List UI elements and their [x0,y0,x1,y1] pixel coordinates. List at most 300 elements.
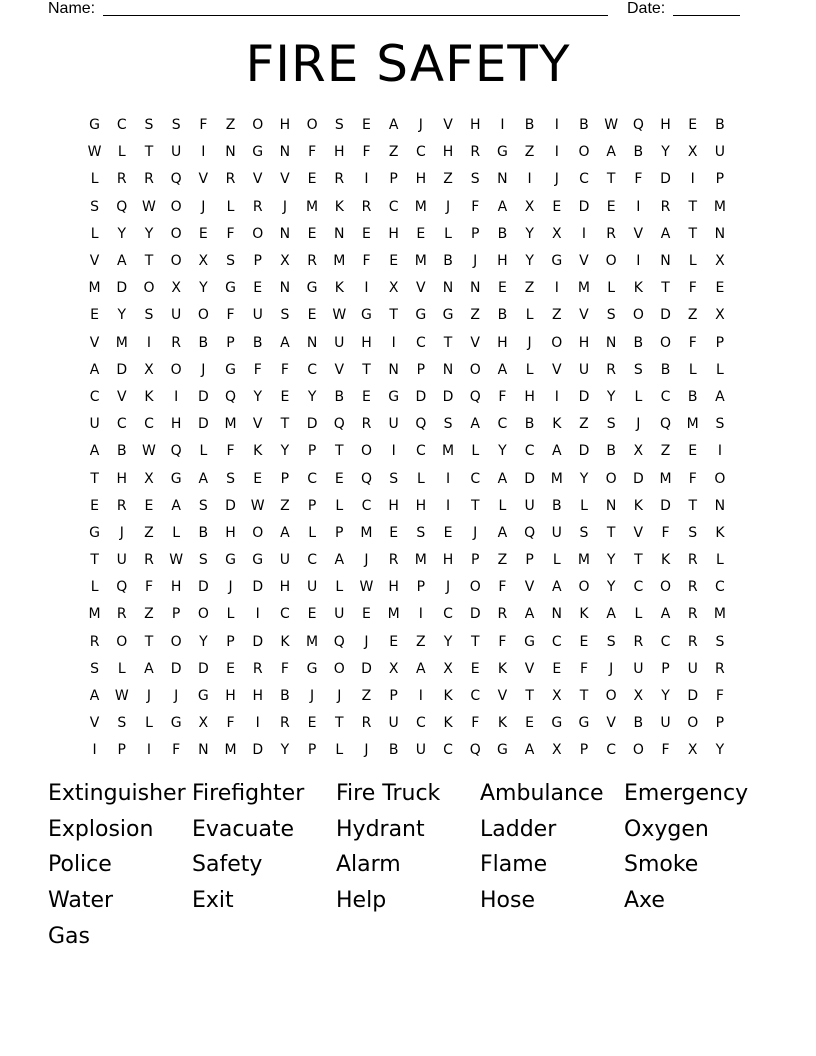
grid-letter: I [255,606,260,623]
grid-letter: B [443,253,453,270]
grid-letter: S [144,307,154,324]
grid-letter: F [362,253,371,270]
grid-letter: M [88,280,101,297]
grid-letter: P [416,579,426,596]
grid-letter: A [497,361,508,378]
grid-letter: V [551,361,562,378]
grid-letter: S [117,715,127,732]
grid-letter: X [443,660,453,677]
grid-letter: N [388,361,399,378]
grid-letter: P [715,715,725,732]
grid-letter: D [632,470,644,487]
grid-letter: S [715,633,725,650]
grid-letter: Y [606,579,616,596]
grid-letter: L [90,579,99,596]
grid-letter: T [280,416,290,433]
grid-letter: F [661,524,670,541]
grid-letter: R [388,552,399,569]
grid-letter: J [282,198,287,215]
grid-letter: G [225,361,236,378]
grid-letter: X [633,688,644,705]
grid-letter: E [470,660,480,677]
grid-row [81,411,741,438]
grid-letter: E [552,198,562,215]
grid-letter: E [307,307,317,324]
grid-letter: G [306,660,318,677]
grid-letter: R [606,361,617,378]
grid-letter: R [361,715,372,732]
grid-letter: N [714,497,726,514]
grid-letter: X [551,688,562,705]
grid-letter: Y [199,280,208,297]
grid-letter: E [362,225,371,242]
grid-letter: I [174,388,179,405]
grid-letter: F [661,742,670,759]
grid-letter: O [170,198,182,215]
grid-letter: E [307,606,317,623]
grid-letter: U [578,361,590,378]
grid-letter: J [201,361,206,378]
grid-row [81,384,741,411]
grid-letter: I [418,606,423,623]
grid-letter: O [143,280,155,297]
grid-letter: F [199,117,208,134]
grid-letter: E [90,307,100,324]
grid-letter: H [388,225,399,242]
grid-letter: L [308,524,316,541]
grid-letter: T [606,171,616,188]
grid-letter: J [228,579,233,596]
grid-letter: O [714,470,726,487]
grid-letter: P [525,552,534,569]
word-bank-item: Smoke [624,852,699,878]
grid-letter: X [551,225,562,242]
grid-letter: F [308,144,317,161]
grid-letter: Y [280,742,290,759]
grid-letter: B [116,443,127,460]
word-bank-item: Axe [624,888,665,914]
grid-letter: A [606,606,616,623]
grid-letter: B [633,144,644,161]
grid-letter: H [170,579,182,596]
grid-letter: D [578,443,590,460]
grid-letter: A [551,443,562,460]
grid-letter: D [660,171,671,188]
grid-letter: V [579,307,589,324]
grid-letter: O [170,361,182,378]
grid-letter: O [605,470,617,487]
word-bank-item: Explosion [48,816,154,842]
grid-letter: W [114,688,129,705]
grid-letter: X [388,280,399,297]
grid-letter: R [361,198,372,215]
grid-letter: I [364,280,369,297]
grid-letter: A [606,144,616,161]
grid-letter: N [334,225,345,242]
grid-letter: J [364,552,369,569]
grid-letter: A [497,524,508,541]
grid-letter: H [388,579,399,596]
grid-letter: R [252,198,263,215]
grid-letter: R [715,660,725,677]
grid-letter: E [362,388,371,405]
grid-letter: L [688,361,697,378]
grid-letter: P [117,742,126,759]
grid-letter: D [578,198,590,215]
grid-letter: U [714,144,726,161]
grid-letter: M [441,443,455,460]
grid-letter: P [307,742,317,759]
grid-letter: L [90,171,99,188]
grid-letter: H [442,144,454,161]
grid-row [81,710,741,737]
grid-row [81,248,741,275]
grid-letter: T [335,443,344,460]
grid-letter: Z [416,633,426,650]
grid-letter: P [307,497,317,514]
grid-letter: C [388,198,399,215]
grid-letter: A [144,660,154,677]
grid-letter: N [660,253,671,270]
grid-letter: K [715,524,725,541]
grid-letter: C [524,443,535,460]
grid-letter: S [171,117,181,134]
grid-letter: R [497,606,508,623]
word-bank-item: Evacuate [192,816,295,842]
grid-letter: N [714,225,726,242]
grid-letter: K [579,606,589,623]
grid-row [81,139,741,166]
grid-letter: R [606,225,617,242]
grid-letter: P [470,225,480,242]
word-bank-item: Extinguisher [48,781,186,806]
grid-letter: L [634,606,643,623]
grid-letter: M [88,606,101,623]
grid-letter: T [688,225,697,242]
grid-letter: H [578,334,590,351]
grid-letter: G [496,742,508,759]
grid-letter: L [471,443,480,460]
grid-row [81,166,741,193]
date-label: Date: [627,0,666,17]
grid-letter: Z [579,416,589,433]
grid-letter: O [197,606,209,623]
grid-letter: R [252,660,263,677]
grid-letter: D [660,497,671,514]
grid-letter: Q [170,171,182,188]
grid-letter: X [198,715,209,732]
grid-letter: Q [524,524,536,541]
grid-row [81,547,741,574]
grid-letter: U [171,144,182,161]
word-bank-item: Police [48,852,112,878]
grid-letter: E [362,117,371,134]
grid-letter: M [577,280,591,297]
grid-letter: S [198,497,208,514]
grid-letter: L [525,361,534,378]
grid-letter: W [142,443,156,460]
grid-letter: C [307,361,317,378]
grid-letter: C [361,497,372,514]
word-bank-item: Exit [192,888,234,914]
grid-letter: J [609,660,614,677]
grid-letter: M [306,633,319,650]
grid-letter: O [551,334,563,351]
grid-letter: Z [524,280,535,297]
grid-letter: V [416,280,426,297]
grid-letter: I [255,715,260,732]
grid-letter: V [524,660,535,677]
grid-row [81,737,741,764]
grid-letter: B [334,388,345,405]
page-title: FIRE SAFETY [245,35,571,93]
grid-letter: U [116,552,127,569]
grid-letter: K [280,633,290,650]
grid-letter: D [415,388,427,405]
grid-letter: M [306,198,319,215]
grid-letter: T [144,253,154,270]
grid-letter: G [361,307,372,324]
grid-letter: V [443,117,453,134]
grid-letter: W [250,497,265,514]
grid-letter: J [473,524,478,541]
grid-letter: X [144,361,154,378]
grid-letter: S [416,524,426,541]
grid-letter: W [142,198,156,215]
grid-letter: Q [469,388,481,405]
grid-letter: K [633,497,643,514]
grid-letter: C [415,443,426,460]
grid-letter: M [713,606,726,623]
grid-letter: P [226,334,235,351]
grid-letter: J [174,688,179,705]
grid-letter: Z [280,497,290,514]
grid-letter: Q [116,198,128,215]
grid-letter: W [359,579,374,596]
grid-letter: B [633,715,644,732]
grid-letter: S [633,361,643,378]
grid-letter: C [660,633,671,650]
grid-letter: G [170,470,182,487]
word-bank-item: Hose [480,888,535,914]
grid-letter: J [310,688,315,705]
grid-letter: M [414,253,427,270]
grid-letter: U [334,334,345,351]
grid-letter: X [687,144,698,161]
grid-letter: D [197,388,209,405]
grid-letter: T [389,307,398,324]
grid-letter: P [171,606,181,623]
grid-letter: Y [661,144,670,161]
grid-letter: C [551,633,562,650]
grid-letter: E [688,443,698,460]
grid-letter: B [388,742,399,759]
word-bank-item: Oxygen [624,816,709,842]
word-bank-item: Fire Truck [336,781,441,806]
grid-letter: X [171,280,181,297]
grid-letter: M [577,552,591,569]
grid-letter: E [389,524,399,541]
grid-letter: L [117,144,126,161]
grid-letter: R [687,633,698,650]
grid-letter: I [146,742,152,759]
grid-letter: E [307,225,317,242]
word-bank-item: Gas [48,923,90,949]
grid-letter: F [715,688,724,705]
grid-letter: T [688,497,697,514]
grid-letter: G [252,144,264,161]
grid-letter: O [578,579,590,596]
grid-letter: C [470,688,481,705]
grid-letter: F [688,280,697,297]
grid-letter: A [280,334,290,351]
grid-row [81,629,741,656]
grid-letter: I [445,497,451,514]
grid-letter: O [578,144,590,161]
grid-letter: H [497,253,508,270]
grid-letter: F [471,198,480,215]
grid-letter: A [470,416,480,433]
grid-letter: S [688,524,698,541]
grid-letter: G [496,144,508,161]
grid-letter: L [444,225,452,242]
grid-letter: A [171,497,181,514]
grid-letter: A [89,688,100,705]
grid-letter: Y [307,388,317,405]
grid-letter: S [226,470,235,487]
grid-letter: F [634,171,643,188]
grid-letter: H [388,497,399,514]
grid-row [81,194,741,221]
grid-letter: F [498,579,507,596]
grid-letter: Z [225,117,236,134]
grid-letter: B [579,117,589,134]
grid-letter: J [473,253,478,270]
grid-letter: L [525,307,534,324]
grid-letter: H [225,524,236,541]
grid-letter: P [226,633,235,650]
grid-letter: G [170,715,182,732]
grid-letter: I [500,117,505,134]
grid-letter: F [471,715,480,732]
grid-letter: B [551,497,562,514]
grid-letter: L [145,715,153,732]
grid-letter: S [470,171,480,188]
grid-letter: Z [551,307,562,324]
grid-letter: T [661,280,670,297]
grid-letter: D [660,307,671,324]
grid-letter: V [470,334,480,351]
grid-letter: H [279,579,291,596]
grid-letter: B [497,307,508,324]
grid-letter: O [116,633,128,650]
grid-letter: R [307,253,317,270]
grid-letter: N [306,334,318,351]
grid-letter: Y [498,443,507,460]
grid-letter: M [686,416,699,433]
grid-letter: F [253,361,262,378]
grid-letter: O [605,688,617,705]
grid-letter: U [687,660,698,677]
grid-letter: R [116,497,127,514]
grid-letter: W [604,117,619,134]
grid-letter: G [524,633,536,650]
date-blank-line [673,15,740,16]
grid-letter: I [391,334,396,351]
grid-letter: F [280,660,289,677]
grid-letter: E [416,225,426,242]
grid-letter: G [225,280,236,297]
grid-letter: J [337,688,342,705]
grid-letter: O [687,715,699,732]
grid-letter: C [470,470,481,487]
grid-letter: Y [579,470,589,487]
grid-letter: V [524,579,535,596]
grid-letter: O [469,579,481,596]
grid-letter: R [144,171,154,188]
grid-letter: L [199,443,208,460]
grid-letter: N [469,280,481,297]
grid-letter: B [497,225,508,242]
grid-letter: I [201,144,206,161]
grid-letter: J [445,579,451,596]
grid-letter: C [633,579,644,596]
grid-letter: X [551,742,562,759]
grid-letter: A [334,552,345,569]
grid-letter: C [116,117,127,134]
grid-letter: H [361,334,372,351]
grid-letter: C [443,742,453,759]
grid-letter: T [362,361,371,378]
grid-letter: V [89,334,100,351]
grid-letter: A [416,660,426,677]
grid-letter: S [443,416,453,433]
grid-letter: S [389,470,399,487]
grid-letter: G [578,715,590,732]
grid-letter: U [171,307,182,324]
grid-letter: T [606,524,616,541]
grid-row [81,302,741,329]
grid-row [81,275,741,302]
grid-letter: G [89,524,101,541]
grid-letter: D [116,280,128,297]
grid-letter: T [90,552,99,569]
grid-letter: C [443,606,453,623]
grid-letter: R [280,715,290,732]
grid-letter: L [335,579,344,596]
grid-letter: G [388,388,400,405]
grid-letter: O [170,633,182,650]
grid-letter: I [717,443,722,460]
grid-letter: F [498,388,507,405]
grid-letter: E [715,280,725,297]
grid-letter: U [279,552,291,569]
grid-letter: I [690,171,695,188]
grid-letter: N [497,171,508,188]
grid-row [81,357,741,384]
grid-letter: D [687,688,699,705]
grid-letter: B [606,443,616,460]
grid-letter: J [418,117,423,134]
grid-letter: O [252,225,264,242]
grid-letter: L [90,225,99,242]
grid-letter: D [442,388,454,405]
grid-letter: D [197,416,209,433]
grid-letter: Y [144,225,154,242]
grid-letter: K [334,198,344,215]
grid-letter: R [361,416,372,433]
grid-letter: L [607,280,616,297]
